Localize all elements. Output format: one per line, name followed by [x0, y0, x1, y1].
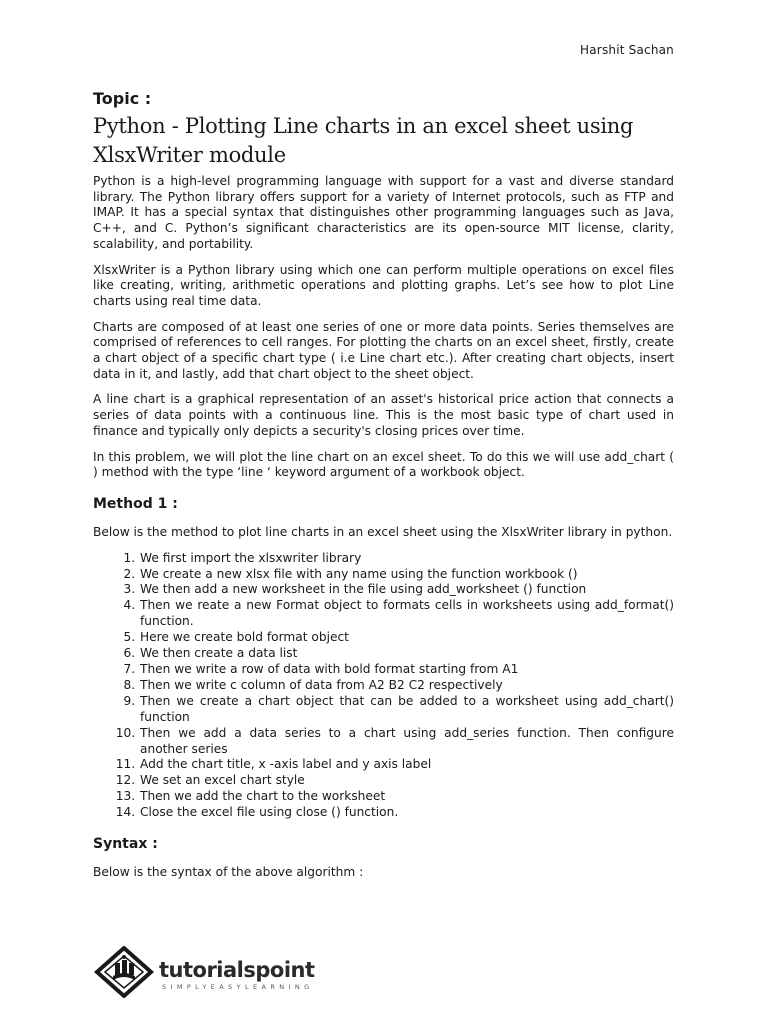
paragraph-charts: Charts are composed of at least one series of one or more data points. Series themselves are comprised of references to cell ranges. For plotting the charts on an excel sheet, firstly, create a chart object of a specific chart type ( i.e Line chart etc.). After creating chart objects, insert data in it, and lastly, add that chart object to the sheet object. — [93, 319, 674, 381]
list-item: 10. Then we add a data series to a chart using add_series function. Then configure another series — [139, 726, 674, 758]
logo-emblem-icon — [93, 946, 155, 998]
list-item: 7. Then we write a row of data with bold format starting from A1 — [139, 662, 674, 678]
list-item: 6. We then create a data list — [139, 646, 674, 662]
topic-label: Topic : — [93, 89, 152, 108]
list-item: 3. We then add a new worksheet in the file using add_worksheet () function — [139, 582, 674, 598]
method-steps-list — [93, 551, 674, 821]
paragraph-problem: In this problem, we will plot the line chart on an excel sheet. To do this we will use add_chart ( ) method with the type ‘line ‘ keyword argument of a workbook object. — [93, 449, 674, 480]
tutorialspoint-logo — [93, 946, 333, 998]
method-heading: Method 1 : — [93, 495, 178, 512]
list-item: 5. Here we create bold format object — [139, 630, 674, 646]
list-item: 9. Then we create a chart object that can be added to a worksheet using add_chart() function — [139, 694, 674, 726]
list-item: 1. We first import the xlsxwriter library — [139, 551, 674, 567]
logo-wordmark: tutorialspoint — [159, 958, 315, 982]
page-title: Python - Plotting Line charts in an excel sheet using XlsxWriter module — [93, 114, 634, 167]
paragraph-line-chart: A line chart is a graphical representation of an asset's historical price action that connects a series of data points with a continuous line. This is the most basic type of chart used in finance and typically only depicts a security's closing prices over time. — [93, 392, 674, 438]
list-item: 11. Add the chart title, x -axis label and y axis label — [139, 757, 674, 773]
list-item: 8. Then we write c column of data from A2 B2 C2 respectively — [139, 678, 674, 694]
list-item: 2. We create a new xlsx file with any name using the function workbook () — [139, 567, 674, 583]
method-intro: Below is the method to plot line charts in an excel sheet using the XlsxWriter library in python. — [93, 524, 673, 539]
author-name: Harshit Sachan — [580, 43, 674, 57]
paragraph-xlsxwriter-intro: XlsxWriter is a Python library using which one can perform multiple operations on excel files like creating, writing, arithmetic operations and plotting graphs. Let’s see how to plot Line charts using real time data. — [93, 262, 674, 308]
list-item: 12. We set an excel chart style — [139, 773, 674, 789]
logo-tagline: SIMPLYEASYLEARNING — [162, 983, 314, 991]
list-item: 14. Close the excel file using close () function. — [139, 805, 674, 821]
document-body — [93, 88, 674, 891]
syntax-heading: Syntax : — [93, 836, 158, 853]
list-item: 13. Then we add the chart to the worksheet — [139, 789, 674, 805]
syntax-intro: Below is the syntax of the above algorithm : — [93, 865, 364, 880]
paragraph-python-intro: Python is a high-level programming language with support for a vast and diverse standard library. The Python library offers support for a variety of Internet protocols, such as FTP and IMAP. It has a special syntax that distinguishes other programming languages such as Java, C++, and C. Python’s significant characteristics are its open-source MIT license, clarity, scalability, and portability. — [93, 174, 674, 251]
list-item: 4. Then we reate a new Format object to formats cells in worksheets using add_format() function. — [139, 598, 674, 630]
